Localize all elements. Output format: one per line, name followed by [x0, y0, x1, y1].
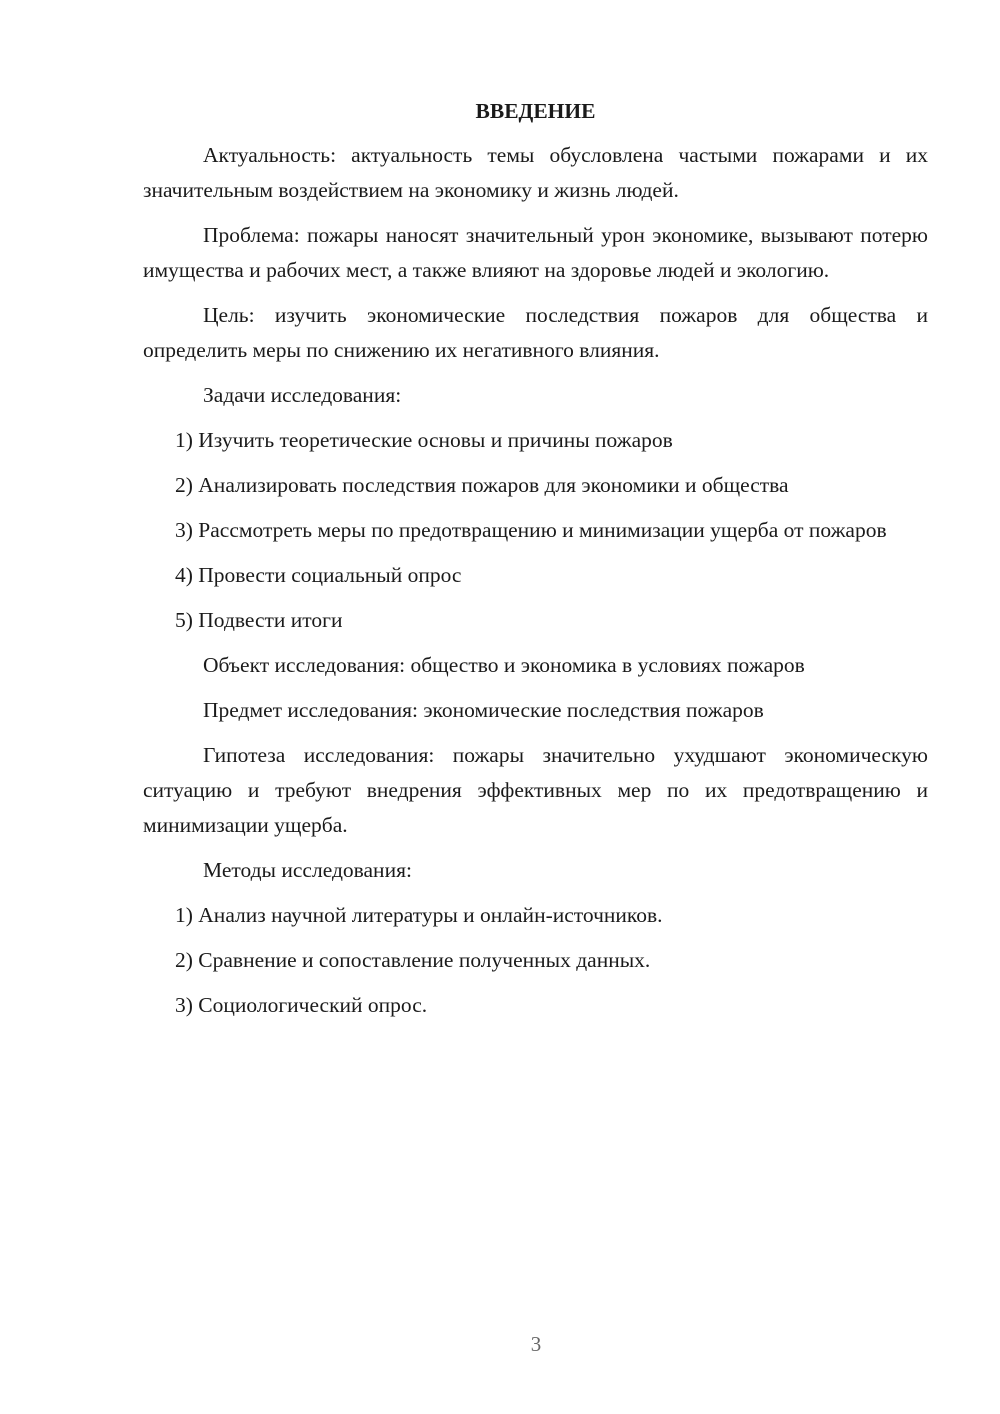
goal-paragraph: Цель: изучить экономические последствия пожаров для общества и определить меры по снижению их негативного влияния.: [143, 303, 928, 362]
tasks-list: [143, 423, 928, 638]
methods-label: Методы исследования:: [203, 858, 412, 882]
document-page: [143, 96, 928, 1033]
task-item: 1) Изучить теоретические основы и причины пожаров: [175, 428, 673, 452]
method-item: 2) Сравнение и сопоставление полученных данных.: [175, 948, 651, 972]
hypothesis-paragraph: Гипотеза исследования: пожары значительно ухудшают экономическую ситуацию и требуют внедрения эффективных мер по их предотвращению и минимизации ущерба.: [143, 743, 928, 837]
page-number: 3: [530, 1332, 542, 1356]
object-paragraph: Объект исследования: общество и экономика в условиях пожаров: [203, 653, 805, 677]
tasks-label: Задачи исследования:: [203, 383, 402, 407]
relevance-paragraph: Актуальность: актуальность темы обусловлена частыми пожарами и их значительным воздействием на экономику и жизнь людей.: [143, 143, 928, 202]
problem-paragraph: Проблема: пожары наносят значительный урон экономике, вызывают потерю имущества и рабочих мест, а также влияют на здоровье людей и экологию.: [143, 223, 928, 282]
subject-paragraph: Предмет исследования: экономические последствия пожаров: [203, 698, 764, 722]
task-item: 3) Рассмотреть меры по предотвращению и минимизации ущерба от пожаров: [175, 518, 887, 542]
method-item: 3) Социологический опрос.: [175, 993, 428, 1017]
methods-list: [143, 898, 928, 1023]
section-heading: ВВЕДЕНИЕ: [475, 99, 596, 123]
task-item: 5) Подвести итоги: [175, 608, 343, 632]
task-item: 4) Провести социальный опрос: [175, 563, 462, 587]
task-item: 2) Анализировать последствия пожаров для экономики и общества: [175, 473, 789, 497]
method-item: 1) Анализ научной литературы и онлайн-источников.: [175, 903, 663, 927]
